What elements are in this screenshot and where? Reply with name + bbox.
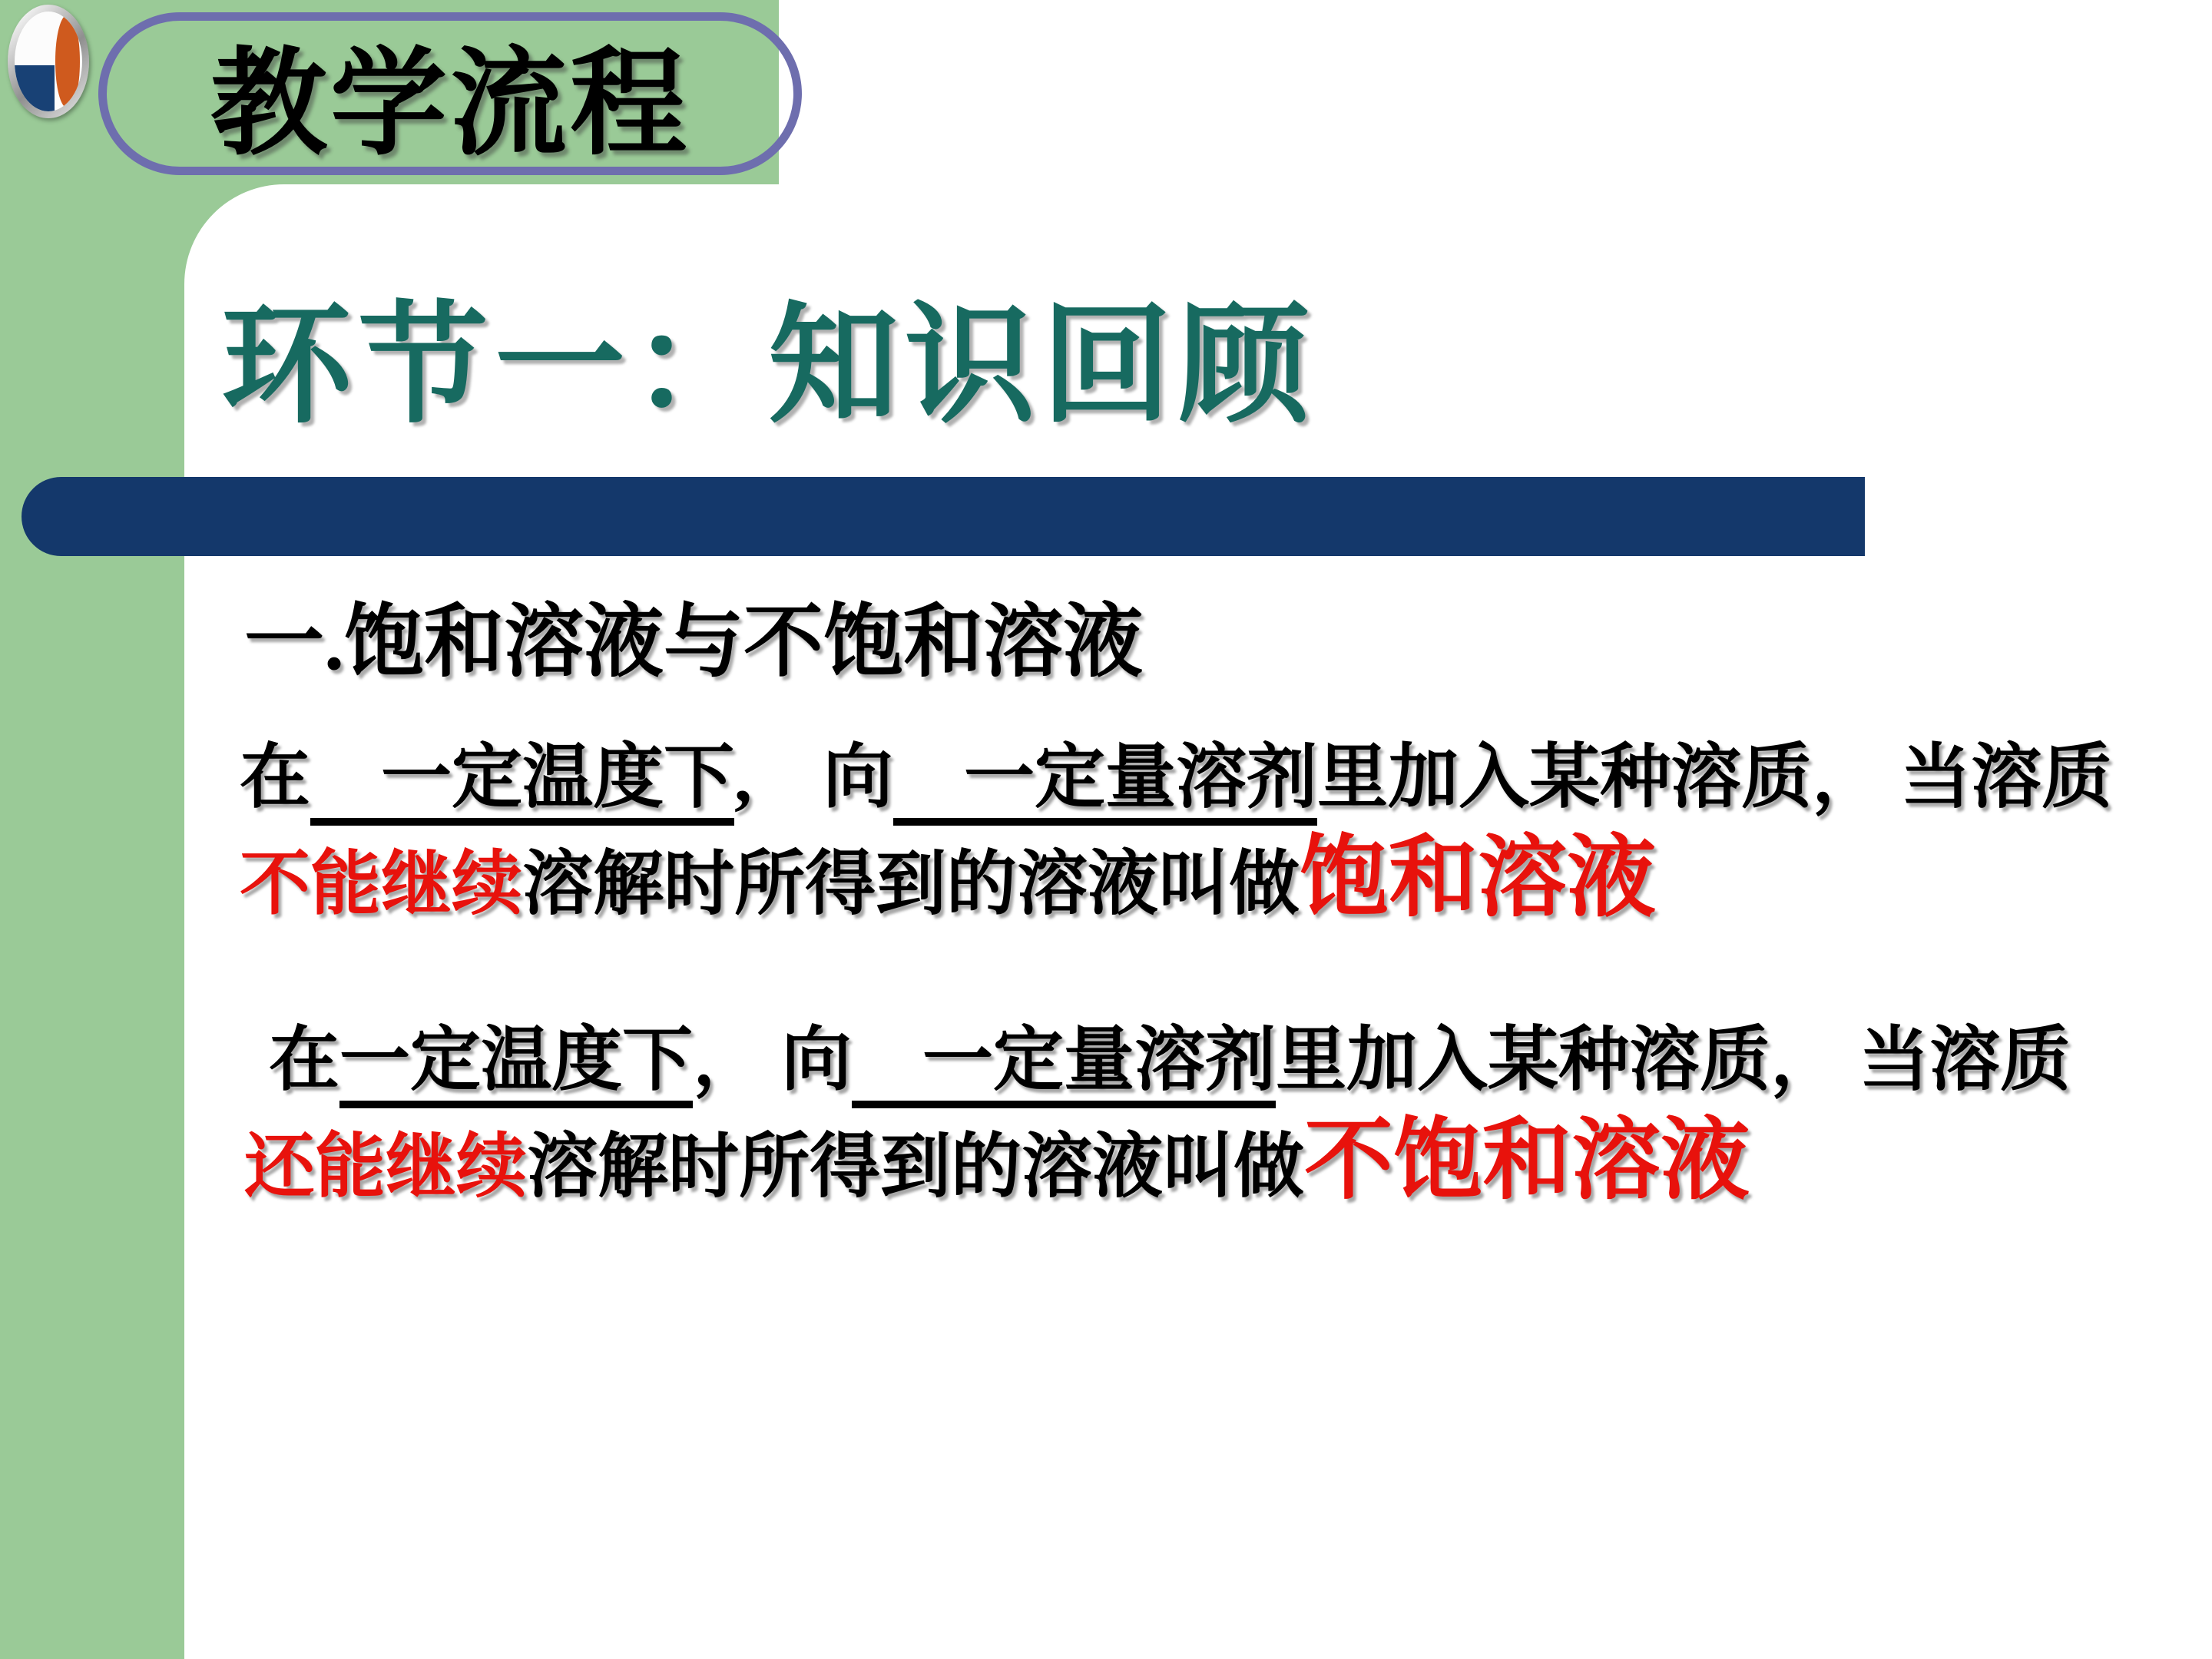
divider-bar: [22, 477, 1865, 556]
body-text: 里加入某种溶质， 当溶质: [1317, 738, 2113, 816]
blank-underline-text: 一定量溶剂: [893, 738, 1317, 826]
sphere-logo-icon: [8, 5, 89, 118]
paragraph-1-line-2: [240, 826, 1656, 932]
paragraph-2-line-1: [269, 1018, 2071, 1102]
blank-underline-text: 一定温度下: [339, 1021, 693, 1108]
body-text: 溶解时所得到的溶液叫做: [522, 845, 1300, 923]
sphere-inner: [15, 12, 82, 111]
highlight-text: 不能继续: [240, 845, 523, 923]
page-title: 环节一：知识回顾: [221, 294, 1316, 439]
body-text: 在: [240, 738, 311, 816]
body-text: , 向: [734, 738, 894, 816]
body-text: 溶解时所得到的溶液叫做: [527, 1128, 1305, 1206]
highlight-text: 还能继续: [244, 1128, 528, 1206]
body-text: ， 向: [693, 1021, 853, 1099]
highlight-text: 饱和溶液: [1300, 830, 1657, 928]
paragraph-2-line-2: [244, 1109, 1750, 1214]
sphere-navy-segment: [15, 65, 55, 111]
section-title: 一.饱和溶液与不饱和溶液: [244, 598, 1144, 687]
slide-badge-title: 教学流程: [210, 40, 690, 169]
paragraph-1-line-1: [240, 736, 2112, 820]
blank-underline-text: 一定温度下: [310, 738, 734, 826]
blank-underline-text: 一定量溶剂: [852, 1021, 1276, 1108]
body-text: 里加入某种溶质， 当溶质: [1276, 1021, 2071, 1099]
body-text: 在: [269, 1021, 340, 1099]
sphere-orange-segment: [55, 15, 81, 108]
title-capsule: [98, 12, 802, 175]
left-green-stripe: [0, 0, 184, 1659]
highlight-text: 不饱和溶液: [1304, 1112, 1750, 1210]
